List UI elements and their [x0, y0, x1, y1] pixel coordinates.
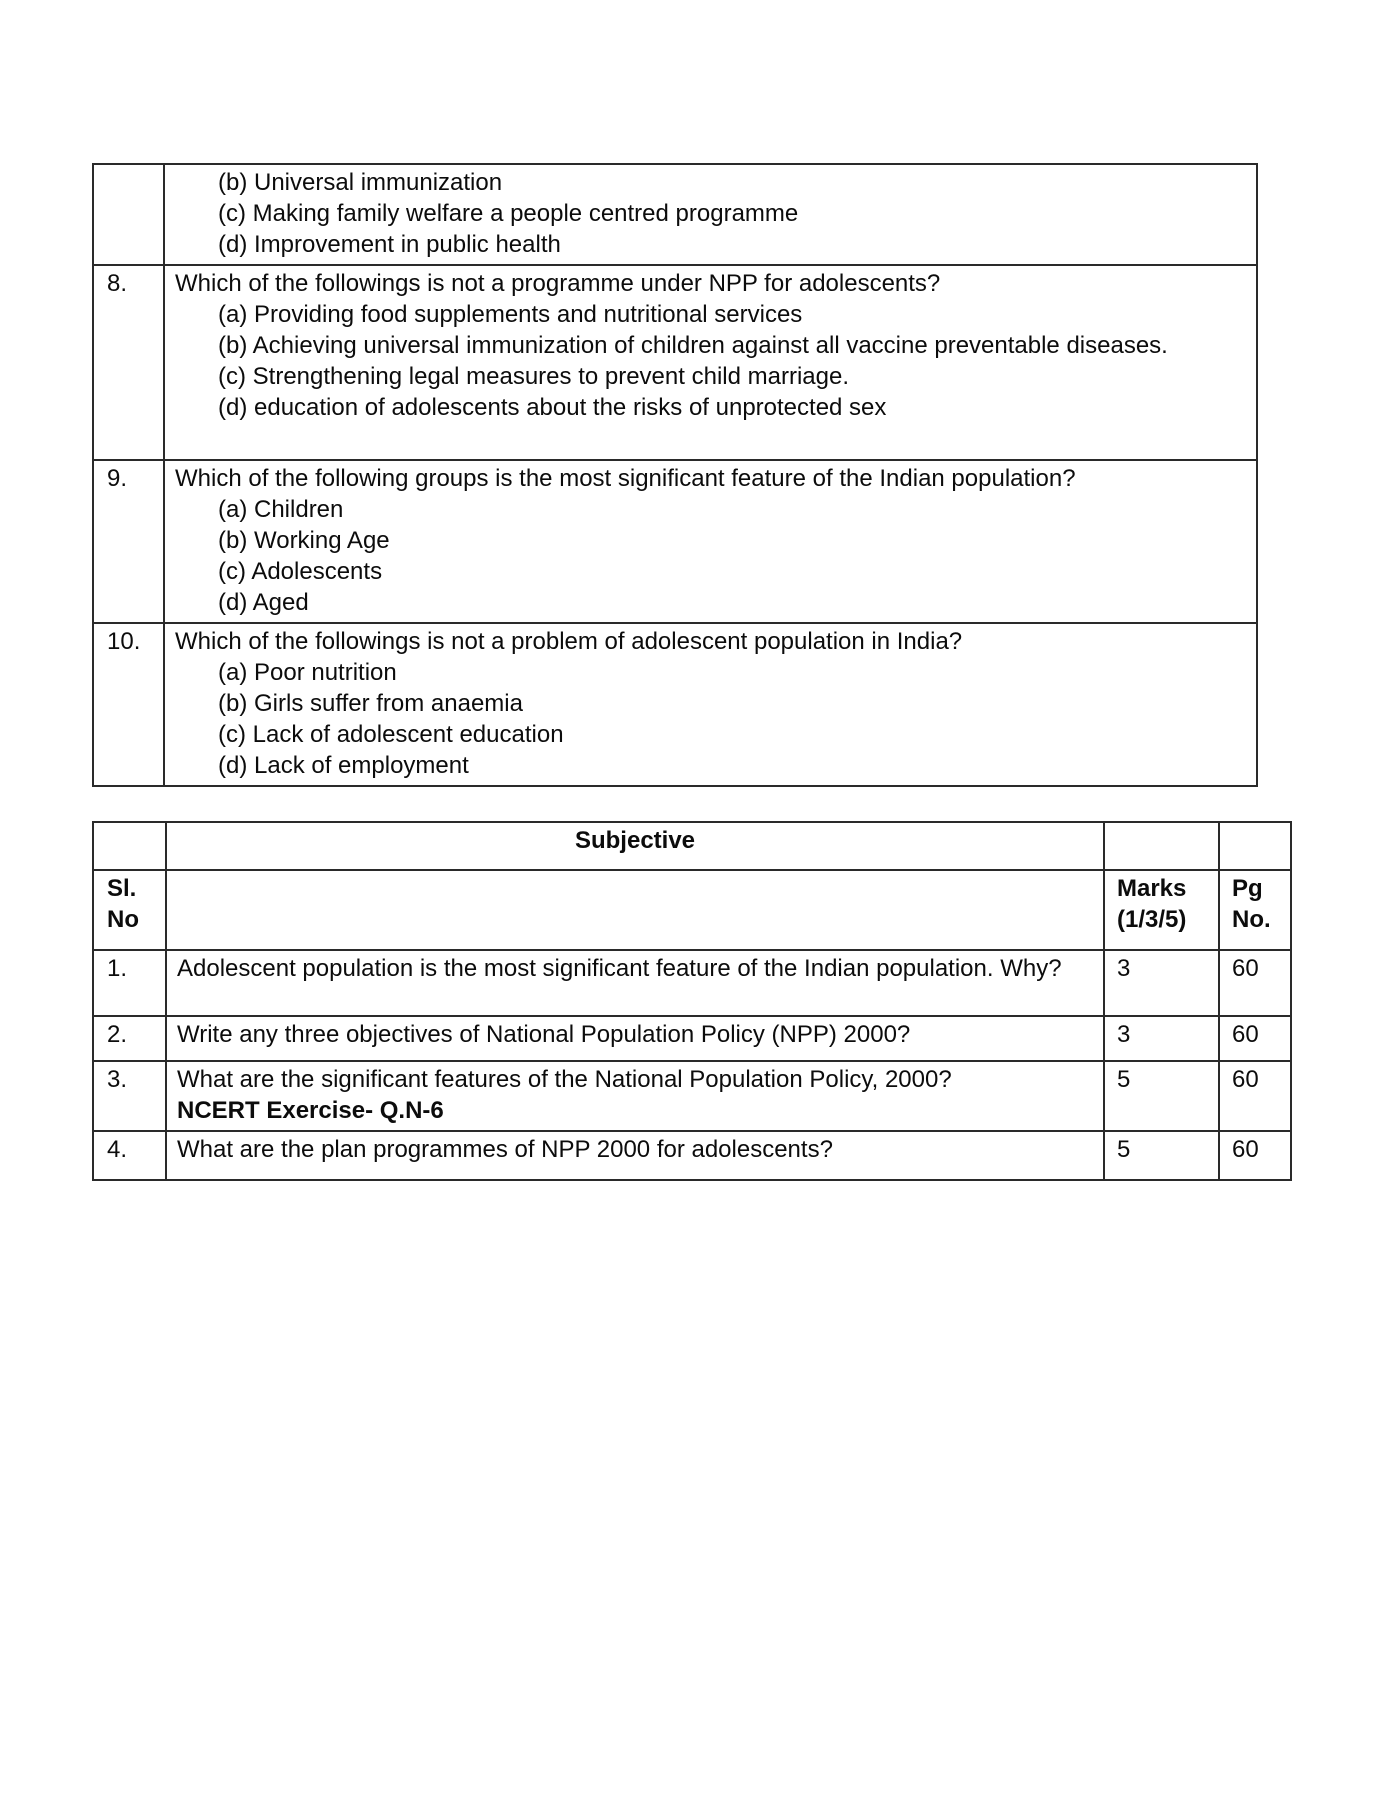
mcq-table	[92, 163, 1258, 787]
question-number-cell	[93, 164, 164, 265]
question-text: Write any three objectives of National Population Policy (NPP) 2000?	[177, 1021, 911, 1048]
sl-no-header-line: No	[107, 906, 139, 933]
option-text: (c) Lack of adolescent education	[218, 721, 564, 748]
option-text: (d) education of adolescents about the risks of unprotected sex	[218, 394, 887, 421]
subjective-row	[93, 1016, 1291, 1061]
mcq-row	[93, 623, 1257, 786]
mcq-row	[93, 460, 1257, 623]
option-text: (c) Strengthening legal measures to prevent child marriage.	[218, 363, 849, 390]
subjective-header-row	[93, 870, 1291, 950]
option-text: (b) Achieving universal immunization of children against all vaccine preventable diseases.	[218, 332, 1168, 359]
pg-header-line: No.	[1232, 906, 1271, 933]
sl-no-cell: 2.	[93, 1016, 166, 1061]
pg-cell: 60	[1219, 950, 1291, 1016]
sl-no-header-line: Sl.	[107, 875, 137, 902]
empty-cell	[1219, 822, 1291, 870]
question-text: Which of the followings is not a programme under NPP for adolescents?	[175, 270, 941, 297]
pg-cell: 60	[1219, 1061, 1291, 1131]
question-cell	[164, 265, 1257, 460]
subjective-title-row	[93, 822, 1291, 870]
option-text: (c) Adolescents	[218, 558, 383, 585]
sl-no-header	[93, 870, 166, 950]
pg-header	[1219, 870, 1291, 950]
sl-no-cell: 3.	[93, 1061, 166, 1131]
question-cell	[166, 1061, 1104, 1131]
question-text: Adolescent population is the most significant feature of the Indian population. Why?	[177, 955, 1062, 982]
empty-cell	[93, 822, 166, 870]
subjective-table	[92, 821, 1292, 1181]
marks-cell: 5	[1104, 1131, 1219, 1180]
question-cell	[164, 460, 1257, 623]
question-text: What are the plan programmes of NPP 2000 for adolescents?	[177, 1136, 833, 1163]
option-text: (d) Aged	[218, 589, 309, 616]
subjective-title: Subjective	[166, 822, 1104, 870]
marks-header	[1104, 870, 1219, 950]
question-text: What are the significant features of the National Population Policy, 2000?	[177, 1066, 952, 1093]
option-text: (b) Girls suffer from anaemia	[218, 690, 523, 717]
sl-no-cell: 4.	[93, 1131, 166, 1180]
subjective-row	[93, 1061, 1291, 1131]
mcq-row	[93, 164, 1257, 265]
subjective-row	[93, 950, 1291, 1016]
pg-cell: 60	[1219, 1131, 1291, 1180]
marks-header-line: (1/3/5)	[1117, 906, 1187, 933]
question-text: Which of the following groups is the most significant feature of the Indian population?	[175, 465, 1076, 492]
option-text: (d) Improvement in public health	[218, 231, 561, 258]
option-text: (c) Making family welfare a people centred programme	[218, 200, 799, 227]
ncert-note: NCERT Exercise- Q.N-6	[177, 1097, 444, 1124]
question-cell	[166, 1131, 1104, 1180]
pg-cell: 60	[1219, 1016, 1291, 1061]
question-number-cell: 9.	[93, 460, 164, 623]
question-number-cell: 10.	[93, 623, 164, 786]
question-cell	[166, 1016, 1104, 1061]
question-cell	[164, 623, 1257, 786]
question-cell	[166, 950, 1104, 1016]
option-text: (b) Working Age	[218, 527, 390, 554]
sl-no-cell: 1.	[93, 950, 166, 1016]
option-text: (d) Lack of employment	[218, 752, 469, 779]
marks-cell: 3	[1104, 1016, 1219, 1061]
option-text: (b) Universal immunization	[218, 169, 503, 196]
marks-cell: 5	[1104, 1061, 1219, 1131]
question-number-cell: 8.	[93, 265, 164, 460]
marks-header-line: Marks	[1117, 875, 1187, 902]
empty-cell	[1104, 822, 1219, 870]
pg-header-line: Pg	[1232, 875, 1263, 902]
option-text: (a) Providing food supplements and nutritional services	[218, 301, 803, 328]
option-text: (a) Children	[218, 496, 344, 523]
subjective-row	[93, 1131, 1291, 1180]
question-cell	[164, 164, 1257, 265]
marks-cell: 3	[1104, 950, 1219, 1016]
option-text: (a) Poor nutrition	[218, 659, 397, 686]
question-text: Which of the followings is not a problem of adolescent population in India?	[175, 628, 963, 655]
empty-cell	[166, 870, 1104, 950]
mcq-row	[93, 265, 1257, 460]
